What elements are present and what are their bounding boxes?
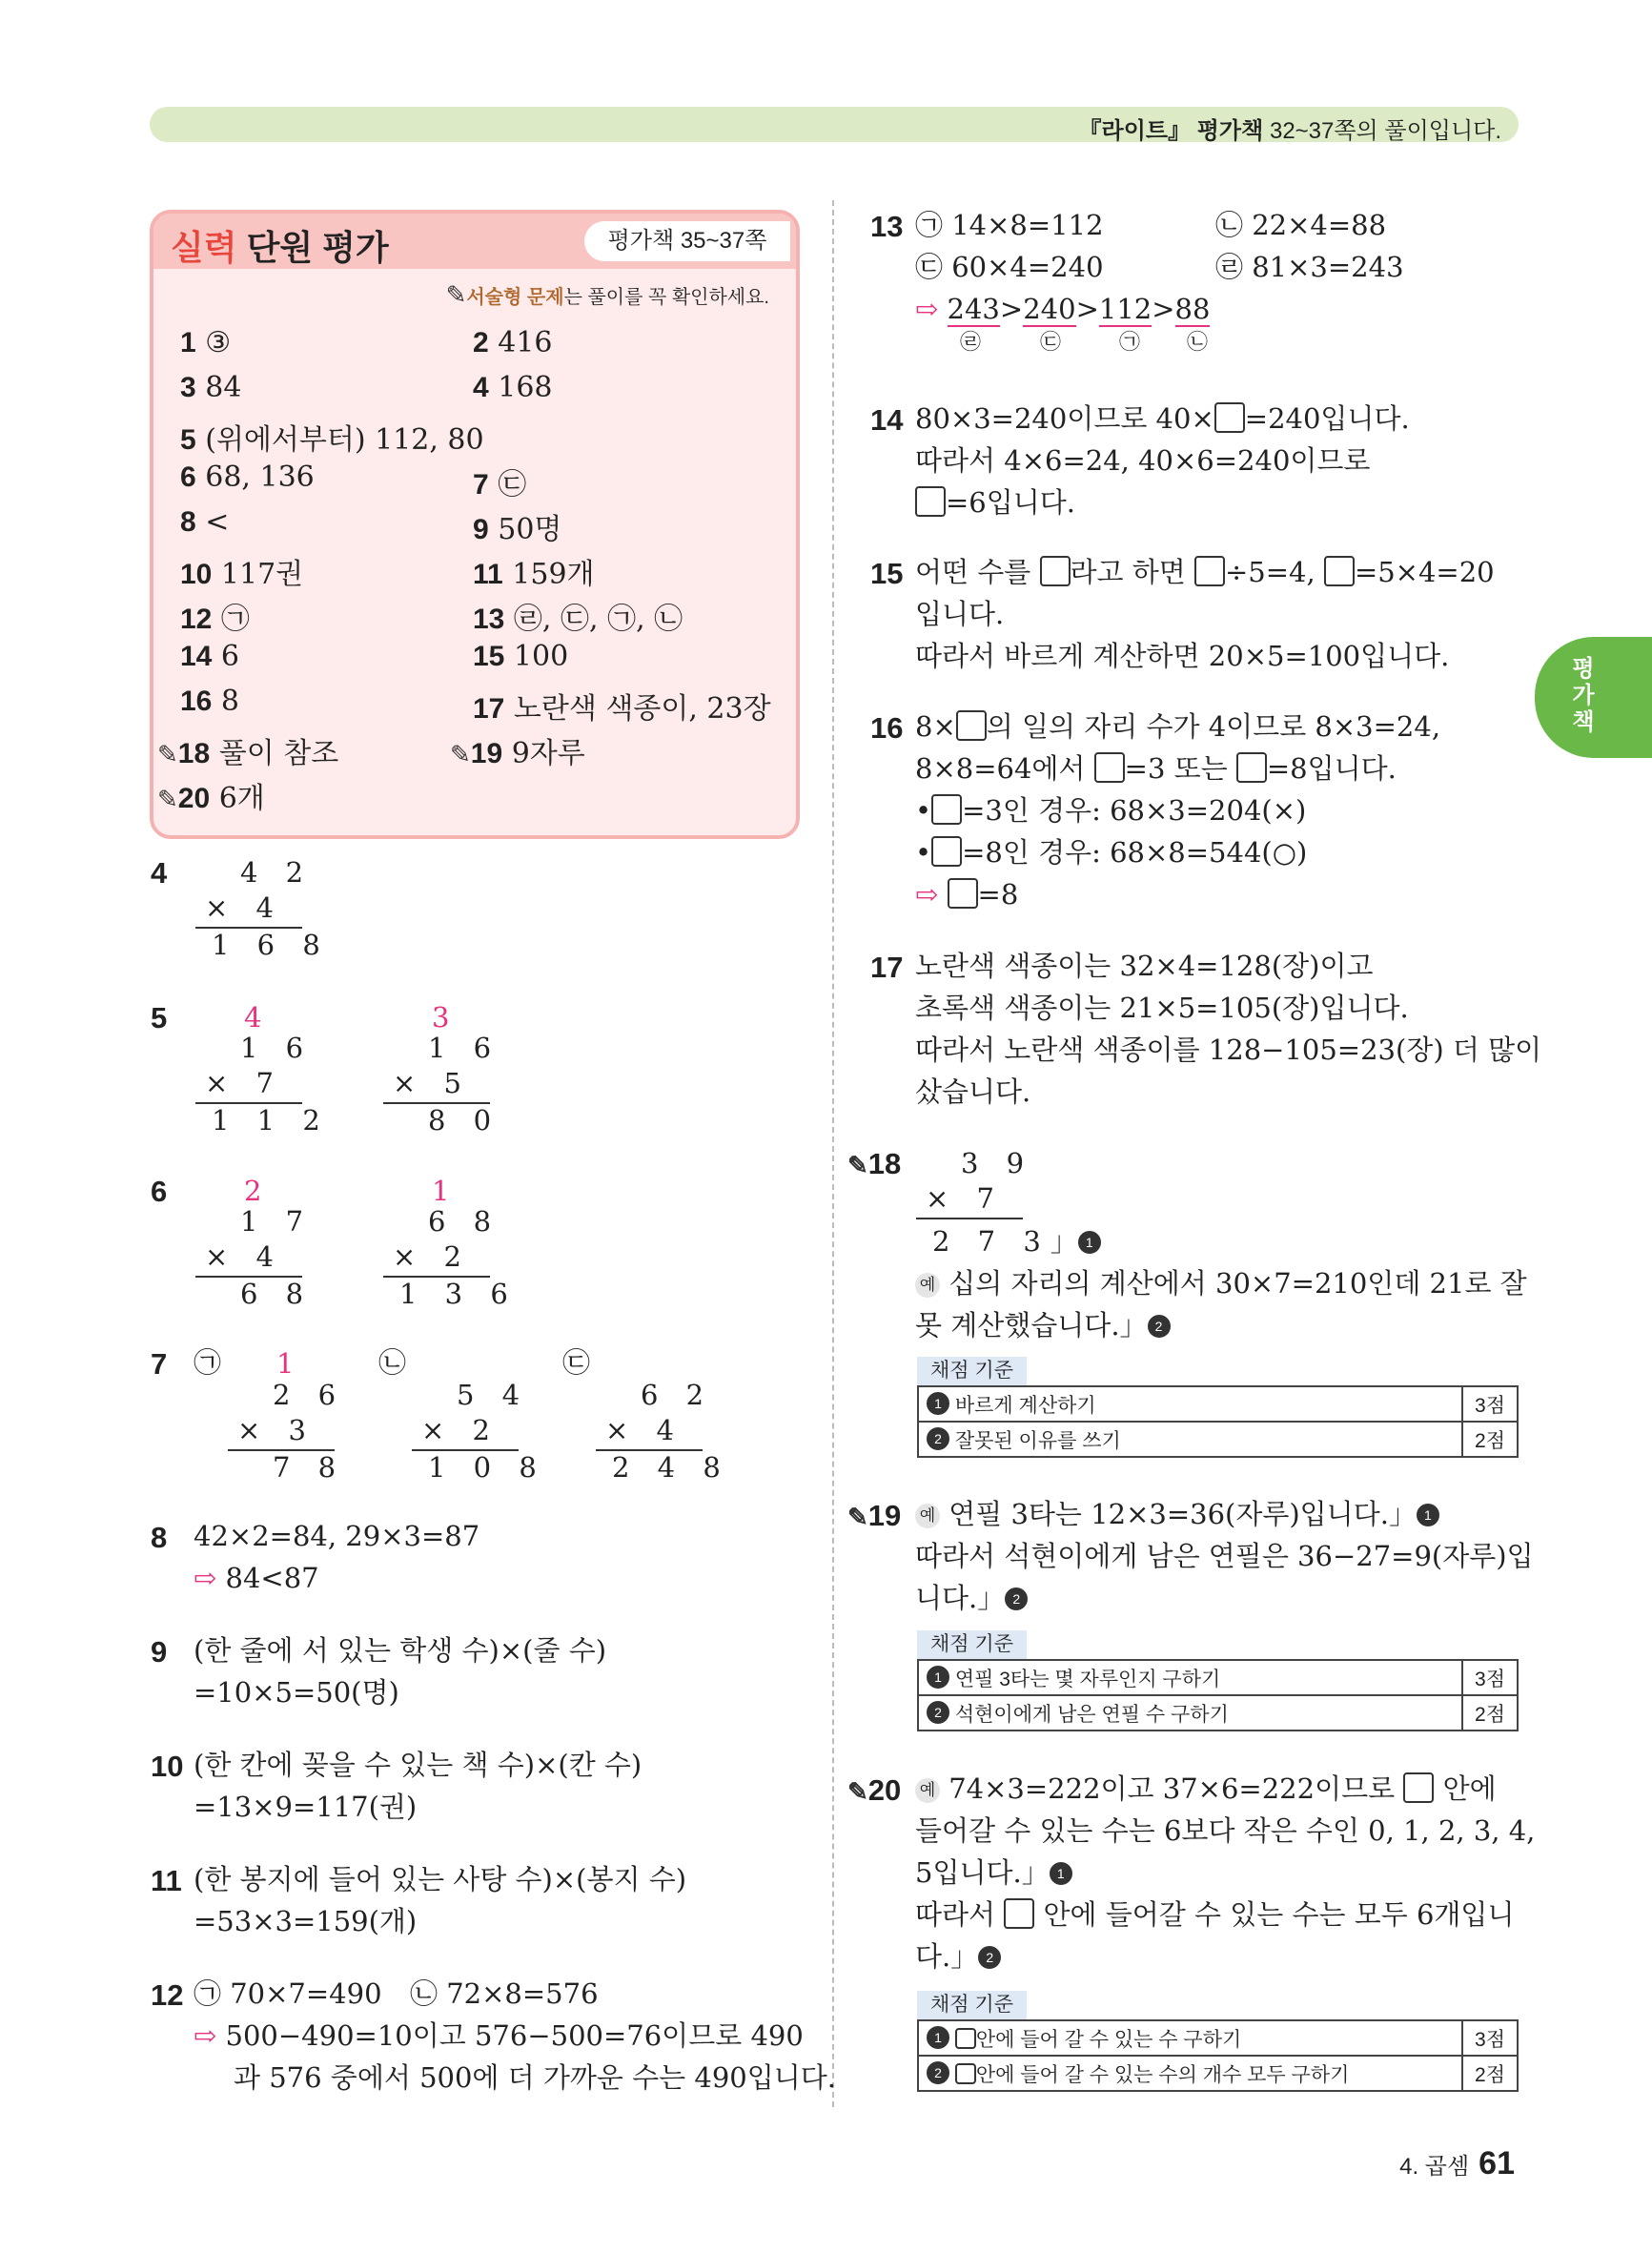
multiplicand: 1 7 <box>240 1205 314 1238</box>
solution-line: 어떤 수를 라고 하면 ÷5=4, =5×4=20 <box>915 556 1495 588</box>
step-marker: 1 <box>927 2026 949 2049</box>
question-number: 13 <box>870 210 904 243</box>
question-number: ✎20 <box>847 1773 902 1807</box>
blank-box <box>1214 402 1245 433</box>
carry-digit: 4 <box>244 1001 272 1034</box>
solution-line: ㉢ 60×4=240 <box>915 251 1104 283</box>
pencil-icon: ✎ <box>157 786 178 814</box>
multiplier: × 7 <box>926 1182 1004 1215</box>
product: 1 3 6 <box>399 1278 518 1310</box>
blank-box <box>1194 556 1225 586</box>
solution-line: 다.」 2 <box>915 1936 1001 1977</box>
answer-1: 1 ③ <box>180 326 232 359</box>
multiplier: × 2 <box>393 1240 471 1273</box>
carry-digit: 2 <box>244 1175 272 1207</box>
question-number: 6 <box>151 1175 168 1208</box>
arrow-icon: ⇨ <box>194 2019 217 2052</box>
question-number: ✎19 <box>847 1499 902 1532</box>
step-marker: 2 <box>978 1946 1001 1969</box>
step-marker: 2 <box>1148 1315 1171 1338</box>
question-number: 15 <box>870 557 904 590</box>
answer-10: 10 117권 <box>180 558 304 591</box>
order-mark: ㉢ <box>1040 331 1062 355</box>
answer-15: 15 100 <box>473 640 569 673</box>
solution-line: ㉠ 70×7=490 <box>194 1977 382 2010</box>
blank-box <box>931 794 962 825</box>
step-marker: 2 <box>1005 1587 1028 1610</box>
question-number: 17 <box>870 951 904 984</box>
solution-line: 샀습니다. <box>915 1075 1031 1108</box>
blank-box <box>931 836 962 867</box>
solution-line: 42×2=84, 29×3=87 <box>194 1520 480 1552</box>
solution-line: ㉠ 14×8=112 <box>915 209 1104 241</box>
result-line <box>916 1218 1023 1219</box>
question-number: 5 <box>151 1001 168 1034</box>
carry-digit: 1 <box>276 1347 304 1380</box>
solution-line: 들어갈 수 있는 수는 6보다 작은 수인 0, 1, 2, 3, 4, <box>915 1814 1536 1847</box>
multiplier: × 7 <box>205 1067 283 1099</box>
pencil-icon: ✎ <box>847 1151 868 1179</box>
order-mark: ㉣ <box>960 331 982 355</box>
solution-line: 예 십의 자리의 계산에서 30×7=210인데 21로 잘 <box>915 1262 1527 1304</box>
question-number: 9 <box>151 1635 168 1669</box>
chapter-label: 4. 곱셈 <box>1399 2154 1470 2180</box>
solution-line: 8×8=64에서 =3 또는 =8입니다. <box>915 752 1397 785</box>
summary-header <box>153 214 796 269</box>
solution-line: (한 봉지에 들어 있는 사탕 수)×(봉지 수) <box>194 1863 687 1895</box>
multiplier: × 2 <box>421 1414 500 1446</box>
product: 8 0 <box>428 1104 501 1137</box>
scoring-row: 2 잘못된 이유를 쓰기 2점 <box>918 1422 1518 1457</box>
blank-box <box>1094 752 1125 783</box>
option-mark: ㉢ <box>562 1346 591 1379</box>
solution-line: • =3인 경우: 68×3=204(×) <box>915 794 1307 827</box>
order-mark: ㉡ <box>1187 331 1209 355</box>
blank-box <box>955 2063 976 2084</box>
solution-line: • =8인 경우: 68×8=544(○) <box>915 836 1308 869</box>
pencil-icon: ✎ <box>157 741 178 769</box>
solution-line: 예 연필 3타는 12×3=36(자루)입니다.」 1 <box>915 1493 1439 1535</box>
question-number: 4 <box>151 856 168 890</box>
scoring-row: 2 석현이에게 남은 연필 수 구하기 2점 <box>918 1695 1518 1731</box>
solution-line: 따라서 노란색 색종이를 128−105=23(장) 더 많이 <box>915 1034 1542 1066</box>
solution-line: 과 576 중에서 500에 더 가까운 수는 490입니다. <box>234 2061 836 2094</box>
solution-line: 따라서 바르게 계산하면 20×5=100입니다. <box>915 640 1450 672</box>
scoring-row: 1 바르게 계산하기 3점 <box>918 1386 1518 1422</box>
scoring-row: 1 연필 3타는 몇 자루인지 구하기 3점 <box>918 1660 1518 1695</box>
question-number: 10 <box>151 1750 184 1783</box>
summary-title: 실력 단원 평가 <box>171 228 389 267</box>
step-marker: 1 <box>1417 1504 1439 1526</box>
arrow-icon: ⇨ <box>915 878 939 911</box>
solution-line: 따라서 안에 들어갈 수 있는 수는 모두 6개입니 <box>915 1898 1515 1931</box>
question-number: 7 <box>151 1347 168 1381</box>
question-number: 14 <box>870 403 904 437</box>
question-number: 8 <box>151 1521 168 1554</box>
header-text: 『라이트』 평가책 32~37쪽의 풀이입니다. <box>1078 118 1501 144</box>
multiplicand: 2 6 <box>273 1379 346 1411</box>
solution-line: 8× 의 일의 자리 수가 4이므로 8×3=24, <box>915 710 1441 743</box>
solution-line: (한 칸에 꽂을 수 있는 책 수)×(칸 수) <box>194 1749 642 1781</box>
blank-box <box>948 878 978 909</box>
example-badge: 예 <box>915 1273 940 1298</box>
solution-line: ㉣ 81×3=243 <box>1215 251 1404 283</box>
step-marker: 2 <box>927 1701 949 1724</box>
answer-18: ✎18 풀이 참조 <box>157 737 339 770</box>
solution-line: 입니다. <box>915 598 1005 630</box>
product: 2 7 3」 1 <box>932 1220 1101 1260</box>
summary-box <box>150 210 800 839</box>
answer-7: 7 ㉢ <box>473 468 527 502</box>
question-number: ✎18 <box>847 1147 902 1180</box>
solution-line: ⇨ 500−490=10이고 576−500=76이므로 490 <box>194 2019 804 2052</box>
solution-line: =53×3=159(개) <box>194 1905 418 1937</box>
answer-2: 2 416 <box>473 326 553 359</box>
multiplicand: 4 2 <box>240 856 314 889</box>
column-divider <box>832 200 834 2107</box>
solution-line: =6입니다. <box>915 481 1075 523</box>
solution-line: 초록색 색종이는 21×5=105(장)입니다. <box>915 992 1409 1024</box>
solution-line: (한 줄에 서 있는 학생 수)×(줄 수) <box>194 1634 607 1667</box>
side-tab: 평가책 <box>1535 637 1652 758</box>
product: 1 6 8 <box>212 929 330 961</box>
scoring-row: 2 안에 들어 갈 수 있는 수의 개수 모두 구하기 2점 <box>918 2056 1518 2091</box>
scoring-label: 채점 기준 <box>917 1357 1027 1385</box>
solution-line: ⇨ =8 <box>915 878 1019 911</box>
summary-ref: 평가책 35~37쪽 <box>584 221 790 261</box>
answer-19: ✎19 9자루 <box>450 737 585 770</box>
multiplicand: 3 9 <box>961 1147 1034 1179</box>
multiplicand: 6 2 <box>641 1379 714 1411</box>
multiplier: × 4 <box>605 1414 683 1446</box>
question-number: 12 <box>151 1978 184 2012</box>
multiplier: × 3 <box>237 1414 316 1446</box>
answer-6: 6 68, 136 <box>180 461 315 494</box>
multiplicand: 5 4 <box>457 1379 530 1411</box>
blank-box <box>1403 1772 1434 1803</box>
answer-3: 3 84 <box>180 371 242 404</box>
multiplier: × 4 <box>205 891 283 924</box>
option-mark: ㉠ <box>194 1346 222 1379</box>
step-marker: 2 <box>927 1427 949 1450</box>
blank-box <box>1004 1898 1034 1929</box>
solution-line: 예 74×3=222이고 37×6=222이므로 안에 <box>915 1768 1497 1810</box>
solution-line: 못 계산했습니다.」 2 <box>915 1304 1171 1346</box>
scoring-label: 채점 기준 <box>917 1630 1027 1659</box>
step-marker: 2 <box>927 2061 949 2084</box>
solution-line: =10×5=50(명) <box>194 1676 399 1709</box>
multiplicand: 1 6 <box>428 1032 501 1064</box>
example-badge: 예 <box>915 1504 940 1528</box>
answer-14: 14 6 <box>180 640 240 673</box>
summary-note: ✎서술형 문제는 풀이를 꼭 확인하세요. <box>445 280 769 309</box>
product: 1 1 2 <box>212 1104 330 1137</box>
arrow-icon: ⇨ <box>194 1562 217 1594</box>
blank-box <box>1040 556 1071 586</box>
solution-line: 80×3=240이므로 40× =240입니다. <box>915 402 1410 435</box>
scoring-table <box>917 1659 1519 1731</box>
solution-line: 5입니다.」 1 <box>915 1852 1072 1894</box>
answer-16: 16 8 <box>180 685 240 718</box>
answer-9: 9 50명 <box>473 513 562 546</box>
scoring-label: 채점 기준 <box>917 1991 1027 2019</box>
option-mark: ㉡ <box>378 1346 407 1379</box>
step-marker: 1 <box>927 1392 949 1415</box>
solution-line: 노란색 색종이는 32×4=128(장)이고 <box>915 950 1374 982</box>
header-bar <box>150 107 1519 142</box>
product: 7 8 <box>273 1451 346 1484</box>
step-marker: 1 <box>927 1666 949 1689</box>
blank-box <box>956 710 987 741</box>
step-marker: 1 <box>1078 1231 1101 1254</box>
multiplier: × 4 <box>205 1240 283 1273</box>
multiplicand: 1 6 <box>240 1032 314 1064</box>
solution-line: 따라서 석현이에게 남은 연필은 36−27=9(자루)입 <box>915 1540 1534 1572</box>
order-mark: ㉠ <box>1119 331 1141 355</box>
multiplicand: 6 8 <box>428 1205 501 1238</box>
solution-line: =13×9=117(권) <box>194 1791 418 1823</box>
answer-17: 17 노란색 색종이, 23장 <box>473 692 771 726</box>
blank-box <box>1236 752 1267 783</box>
blank-box <box>955 2028 976 2049</box>
solution-line: ⇨ 84<87 <box>194 1562 319 1594</box>
pencil-icon: ✎ <box>445 280 467 309</box>
scoring-table <box>917 1385 1519 1458</box>
solution-line: 따라서 4×6=24, 40×6=240이므로 <box>915 444 1371 477</box>
product: 2 4 8 <box>612 1451 730 1484</box>
carry-digit: 3 <box>432 1001 459 1034</box>
solution-line: 니다.」 2 <box>915 1577 1028 1619</box>
answer-8: 8 < <box>180 505 230 539</box>
solution-line: ⇨ 243>240>112>88 <box>915 293 1211 325</box>
blank-box <box>915 486 946 517</box>
solution-line: ㉡ 22×4=88 <box>1215 209 1387 241</box>
question-number: 16 <box>870 711 904 745</box>
question-number: 11 <box>151 1864 182 1897</box>
scoring-table <box>917 2019 1519 2092</box>
answer-11: 11 159개 <box>473 558 595 591</box>
scoring-row: 1 안에 들어 갈 수 있는 수 구하기 3점 <box>918 2020 1518 2056</box>
example-badge: 예 <box>915 1778 940 1803</box>
pencil-icon: ✎ <box>847 1503 868 1531</box>
multiplier: × 5 <box>393 1067 471 1099</box>
product: 6 8 <box>240 1278 314 1310</box>
carry-digit: 1 <box>432 1175 459 1207</box>
answer-12: 12 ㉠ <box>180 603 250 636</box>
solution-line: ㉡ 72×8=576 <box>410 1977 599 2010</box>
answer-5: 5 (위에서부터) 112, 80 <box>180 423 484 457</box>
answer-20: ✎20 6개 <box>157 782 265 815</box>
product: 1 0 8 <box>428 1451 546 1484</box>
answer-13: 13 ㉣, ㉢, ㉠, ㉡ <box>473 603 683 636</box>
step-marker: 1 <box>1050 1862 1072 1885</box>
pencil-icon: ✎ <box>450 741 471 769</box>
page-number: 61 <box>1479 2145 1515 2181</box>
page-footer <box>1399 2145 1515 2182</box>
answer-4: 4 168 <box>473 371 553 404</box>
arrow-icon: ⇨ <box>915 293 939 325</box>
pencil-icon: ✎ <box>847 1777 868 1806</box>
blank-box <box>1324 556 1355 586</box>
